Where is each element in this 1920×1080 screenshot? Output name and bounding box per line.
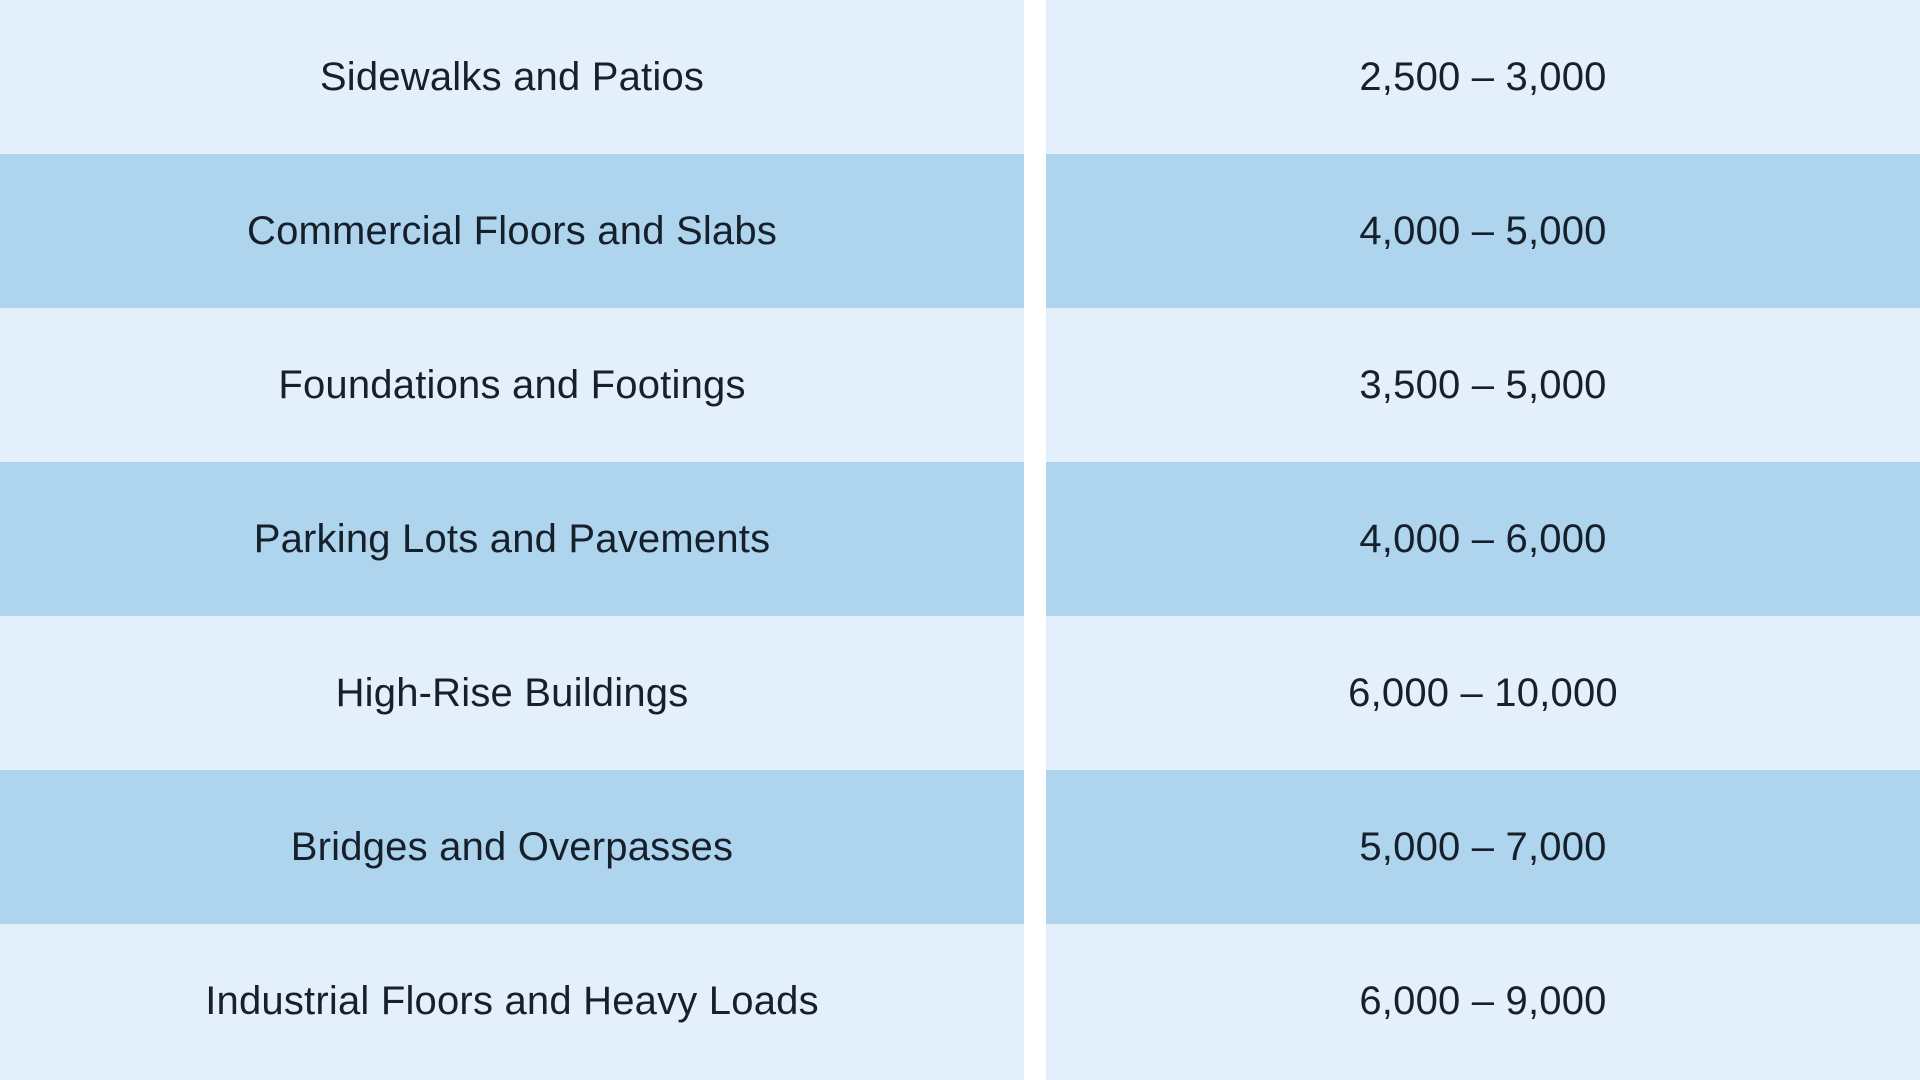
application-label: High-Rise Buildings: [335, 671, 689, 715]
table-row: [0, 924, 1920, 1078]
table-cell-application: [0, 770, 1024, 924]
strength-value: 4,000 – 5,000: [1359, 209, 1607, 253]
table-cell-application: [0, 308, 1024, 462]
strength-value: 2,500 – 3,000: [1359, 55, 1607, 99]
table-cell-strength: [1046, 462, 1920, 616]
table-cell-strength: [1046, 924, 1920, 1078]
table-cell-application: [0, 462, 1024, 616]
table-row: [0, 462, 1920, 616]
column-gutter: [1024, 462, 1046, 616]
column-gutter: [1024, 770, 1046, 924]
table-cell-strength: [1046, 308, 1920, 462]
column-gutter: [1024, 154, 1046, 308]
table-row: [0, 770, 1920, 924]
column-gutter: [1024, 0, 1046, 154]
table-cell-strength: [1046, 154, 1920, 308]
table-cell-strength: [1046, 616, 1920, 770]
column-gutter: [1024, 308, 1046, 462]
application-label: Parking Lots and Pavements: [253, 517, 771, 561]
table-row: [0, 0, 1920, 154]
table-cell-application: [0, 154, 1024, 308]
application-label: Bridges and Overpasses: [290, 825, 734, 869]
table-cell-application: [0, 924, 1024, 1078]
table-cell-application: [0, 616, 1024, 770]
table-cell-strength: [1046, 770, 1920, 924]
strength-value: 5,000 – 7,000: [1359, 825, 1607, 869]
application-label: Sidewalks and Patios: [319, 55, 705, 99]
table-row: [0, 154, 1920, 308]
table-cell-strength: [1046, 0, 1920, 154]
table-row: [0, 616, 1920, 770]
table-cell-application: [0, 0, 1024, 154]
column-gutter: [1024, 924, 1046, 1078]
strength-value: 3,500 – 5,000: [1359, 363, 1607, 407]
strength-value: 6,000 – 9,000: [1359, 979, 1607, 1023]
column-gutter: [1024, 616, 1046, 770]
application-label: Industrial Floors and Heavy Loads: [205, 979, 819, 1023]
strength-value: 4,000 – 6,000: [1359, 517, 1607, 561]
application-label: Foundations and Footings: [278, 363, 746, 407]
table-row: [0, 308, 1920, 462]
application-label: Commercial Floors and Slabs: [246, 209, 778, 253]
strength-value: 6,000 – 10,000: [1348, 671, 1618, 715]
